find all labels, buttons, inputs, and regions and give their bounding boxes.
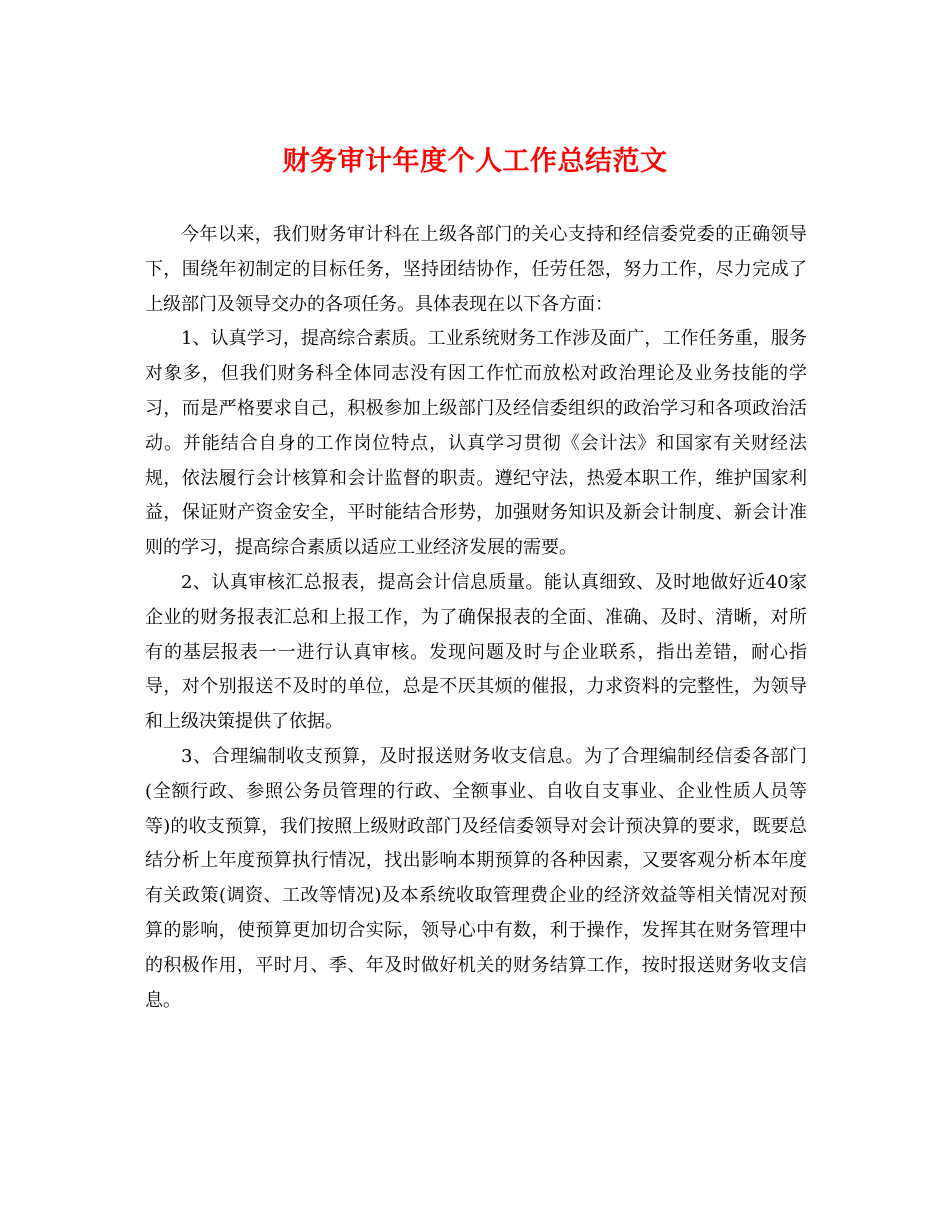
paragraph-intro: 今年以来，我们财务审计科在上级各部门的关心支持和经信委党委的正确领导下，围绕年初制定的目标任务，坚持团结协作，任劳任怨，努力工作，尽力完成了上级部门及领导交办的各项任务。具体表现在以下各方面： [145,224,807,315]
paragraph-item-3: 3、合理编制收支预算，及时报送财务收支信息。为了合理编制经信委各部门(全额行政、参照公务员管理的行政、全额事业、自收自支事业、企业性质人员等等)的收支预算，我们按照上级财政部门及经信委领导对会计预决算的要求，既要总结分析上年度预算执行情况，找出影响本期预算的各种因素，又要客观分析本年度有关政策(调资、工改等情况)及本系统收取管理费企业的经济效益等相关情况对预算的影响，使预算更加切合实际，领导心中有数，利于操作，发挥其在财务管理中的积极作用，平时月、季、年及时做好机关的财务结算工作，按时报送财务收支信息。 [145,745,807,1011]
paragraph-item-2: 2、认真审核汇总报表，提高会计信息质量。能认真细致、及时地做好近40家企业的财务报表汇总和上报工作，为了确保报表的全面、准确、及时、清晰，对所有的基层报表一一进行认真审核。发现问题及时与企业联系，指出差错，耐心指导，对个别报送不及时的单位，总是不厌其烦的催报，力求资料的完整性，为领导和上级决策提供了依据。 [145,571,807,733]
paragraph-item-1: 1、认真学习，提高综合素质。工业系统财务工作涉及面广，工作任务重，服务对象多，但我们财务科全体同志没有因工作忙而放松对政治理论及业务技能的学习，而是严格要求自己，积极参加上级部门及经信委组织的政治学习和各项政治活动。并能结合自身的工作岗位特点，认真学习贯彻《会计法》和国家有关财经法规，依法履行会计核算和会计监督的职责。遵纪守法，热爱本职工作，维护国家利益，保证财产资金安全，平时能结合形势，加强财务知识及新会计制度、新会计准则的学习，提高综合素质以适应工业经济发展的需要。 [145,328,807,559]
document-title: 财务审计年度个人工作总结范文 [282,146,668,177]
document-body [145,218,807,1018]
